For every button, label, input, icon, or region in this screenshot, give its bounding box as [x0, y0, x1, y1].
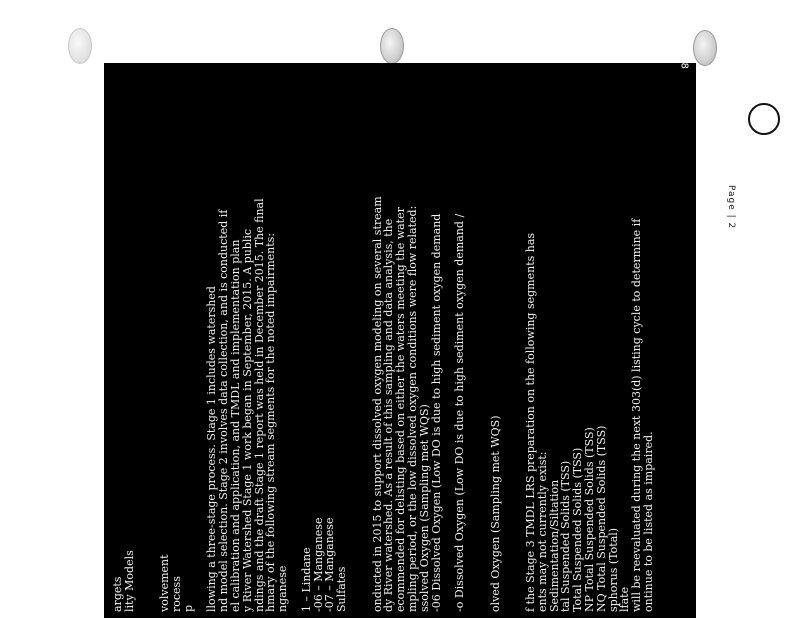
text-line: -06 – Manganese — [311, 517, 325, 612]
text-line: -07 – Manganese — [323, 517, 337, 612]
text-line: ecommended for delisting based on either the waters meeting the water — [394, 207, 408, 612]
text-line: tal Suspended Solids (TSS) — [559, 460, 573, 612]
text-line: Sulfates — [335, 566, 349, 612]
text-line: dy River watershed. As a result of this sampling and data analysis, the — [382, 218, 396, 612]
document-date: October 2018 — [679, 0, 690, 69]
text-line: NQ Total Suspended Solids (TSS) — [594, 425, 608, 612]
text-line: NP Total Suspended Solids (TSS) — [583, 427, 596, 612]
text-line: -06 Dissolved Oxygen (Low DO is due to high sediment oxygen demand — [429, 213, 443, 612]
text-line: volvement — [158, 554, 172, 612]
binder-hole — [68, 28, 92, 64]
text-line: hmary of the following stream segments for the noted impairments: — [264, 232, 278, 612]
text-line: y River Watershed Stage 1 work began in September, 2015. A public — [240, 228, 254, 612]
text-line: p — [181, 604, 195, 612]
text-line: nd model selection. Stage 2 involves data collection, and is conducted if — [217, 209, 231, 612]
text-line: ents may not currently exist: — [535, 451, 549, 612]
text-line: ndings and the draft Stage 1 report was held in December 2015. The final — [252, 198, 266, 612]
text-line: 1 – Lindane — [299, 547, 313, 612]
text-line: -o Dissolved Oxygen (Low DO is due to high sediment oxygen demand / — [453, 213, 467, 612]
text-line: mpling period, or the low dissolved oxygen conditions were flow related: — [406, 205, 419, 612]
text-line: argets — [111, 576, 124, 612]
text-line: ssolved Oxygen (Sampling met WQS) — [417, 404, 431, 612]
text-line: llowing a three-stage process. Stage 1 includes watershed — [205, 286, 219, 612]
text-line: sphorus (Total) — [606, 527, 620, 612]
text-line: rocess — [170, 576, 183, 612]
text-line: Total Suspended Solids (TSS) — [571, 447, 585, 612]
text-line: lfate — [618, 586, 632, 612]
text-line: nganese — [276, 565, 290, 612]
text-line: olved Oxygen (Sampling met WQS) — [488, 415, 502, 612]
text-line: Sedimentation/Siltation — [547, 479, 561, 612]
page-number: Page | 2 — [726, 185, 736, 230]
binder-hole — [693, 30, 717, 66]
text-line: onducted in 2015 to support dissolved oxygen modeling on several stream — [370, 196, 384, 612]
page-circle-mark — [748, 103, 780, 135]
text-line: lity Models — [122, 550, 136, 612]
text-line: ontinue to be listed as impaired. — [642, 431, 655, 612]
text-line: will be reevaluated during the next 303(d) listing cycle to determine if — [630, 218, 644, 612]
text-line: el calibration and application, and TMDL and implementation plan — [229, 239, 242, 612]
scanned-document — [104, 0, 696, 618]
text-line: f the Stage 3 TMDL LRS preparation on the following segments has — [524, 232, 537, 612]
binder-hole — [380, 28, 404, 64]
